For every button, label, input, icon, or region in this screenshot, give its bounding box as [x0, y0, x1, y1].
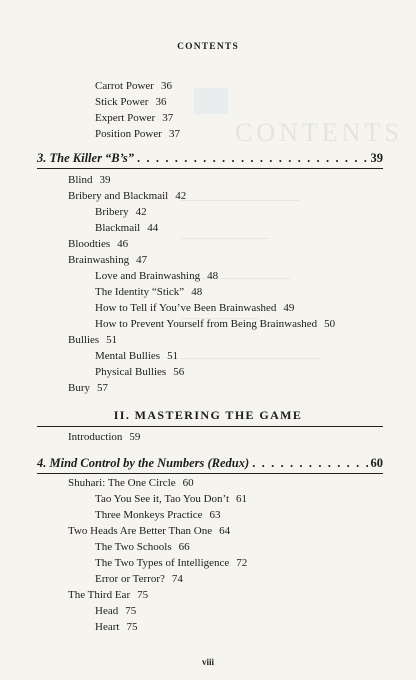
toc-entry [95, 621, 137, 634]
toc-entry [68, 174, 110, 187]
entry-page: 37 [168, 128, 180, 140]
entry-title: Shuhari: The One Circle [68, 477, 176, 489]
toc-entry [95, 541, 190, 554]
entry-page: 75 [125, 605, 137, 617]
entry-title: Expert Power [95, 112, 156, 124]
entry-title: Two Heads Are Better Than One [68, 525, 213, 537]
entry-page: 64 [219, 525, 231, 537]
entry-page: 36 [155, 96, 167, 108]
toc-entry [95, 493, 247, 506]
toc-entry [95, 96, 166, 109]
entry-title: Stick Power [95, 96, 149, 108]
toc-entry [68, 190, 186, 203]
toc-entry [68, 525, 230, 538]
entry-page: 50 [324, 318, 336, 330]
entry-title: Introduction [68, 431, 123, 443]
toc-entry [95, 573, 183, 586]
entry-page: 61 [236, 493, 248, 505]
entry-page: 63 [209, 509, 221, 521]
entry-page: 59 [129, 431, 141, 443]
entry-title: Position Power [95, 128, 162, 140]
entry-title: Blackmail [95, 222, 141, 234]
entry-page: 37 [162, 112, 174, 124]
toc-entry [95, 128, 180, 141]
dot-leader [137, 151, 368, 166]
entry-page: 74 [171, 573, 183, 585]
toc-entry [95, 350, 178, 363]
toc-entry [95, 80, 172, 93]
entry-title: Bury [68, 382, 90, 394]
dot-leader [252, 456, 367, 471]
entry-title: Bullies [68, 334, 100, 346]
entry-title: Heart [95, 621, 120, 633]
toc-entry [68, 431, 140, 444]
entry-page: 36 [160, 80, 172, 92]
toc-entry [95, 605, 136, 618]
entry-title: Physical Bullies [95, 366, 167, 378]
toc-entry [95, 112, 173, 125]
entry-title: The Identity “Stick” [95, 286, 185, 298]
toc-entry [95, 222, 158, 235]
entry-page: 44 [147, 222, 159, 234]
toc-entry [68, 477, 194, 490]
toc-entry [95, 206, 147, 219]
part-title: II. MASTERING THE GAME [113, 408, 303, 422]
entry-page: 72 [236, 557, 248, 569]
entry-title: Bribery [95, 206, 129, 218]
toc-entry [95, 286, 202, 299]
entry-page: 39 [99, 174, 111, 186]
entry-title: Bribery and Blackmail [68, 190, 169, 202]
entry-title: Error or Terror? [95, 573, 165, 585]
chapter-page: 60 [370, 456, 383, 470]
entry-page: 48 [191, 286, 203, 298]
toc-entry [68, 334, 117, 347]
entry-page: 57 [97, 382, 108, 394]
entry-page: 49 [283, 302, 295, 314]
chapter-4-heading [37, 456, 383, 471]
entry-title: How to Prevent Yourself from Being Brainwashed [95, 318, 318, 330]
page-number: viii [201, 657, 214, 667]
entry-page: 48 [207, 270, 219, 282]
entry-title: Mental Bullies [95, 350, 161, 362]
entry-page: 66 [178, 541, 190, 553]
entry-page: 75 [126, 621, 138, 633]
toc-entry [95, 318, 335, 331]
chapter-rule [37, 168, 383, 169]
entry-title: Head [95, 605, 119, 617]
chapter-rule [37, 473, 383, 474]
entry-page: 47 [136, 254, 148, 266]
toc-entry [68, 382, 108, 395]
entry-page: 60 [182, 477, 194, 489]
show-through-bleed: CONTENTS [150, 88, 416, 418]
toc-entry [95, 366, 184, 379]
entry-title: The Third Ear [68, 589, 131, 601]
toc-entry [95, 302, 294, 315]
entry-title: The Two Types of Intelligence [95, 557, 230, 569]
entry-page: 75 [137, 589, 149, 601]
entry-page: 51 [106, 334, 118, 346]
chapter-3-heading [37, 151, 383, 166]
entry-title: Three Monkeys Practice [95, 509, 203, 521]
entry-title: Blind [68, 174, 93, 186]
chapter-title: 3. The Killer “B’s” [37, 151, 134, 165]
entry-page: 46 [117, 238, 129, 250]
entry-page: 56 [173, 366, 185, 378]
entry-title: The Two Schools [95, 541, 172, 553]
entry-title: Tao You See it, Tao You Don’t [95, 493, 230, 505]
toc-entry [68, 238, 128, 251]
chapter-page: 39 [370, 151, 383, 165]
entry-title: Love and Brainwashing [95, 270, 201, 282]
entry-title: How to Tell if You’ve Been Brainwashed [95, 302, 277, 314]
toc-entry [68, 589, 148, 602]
toc-entry [68, 254, 147, 267]
entry-title: Carrot Power [95, 80, 154, 92]
entry-title: Bloodties [68, 238, 111, 250]
chapter-title: 4. Mind Control by the Numbers (Redux) [37, 456, 250, 470]
entry-page: 51 [167, 350, 179, 362]
part-rule [37, 426, 383, 427]
entry-page: 42 [175, 190, 187, 202]
toc-entry [95, 557, 247, 570]
page-header: CONTENTS [177, 42, 239, 52]
toc-entry [95, 270, 218, 283]
entry-page: 42 [135, 206, 147, 218]
entry-title: Brainwashing [68, 254, 130, 266]
toc-entry [95, 509, 221, 522]
